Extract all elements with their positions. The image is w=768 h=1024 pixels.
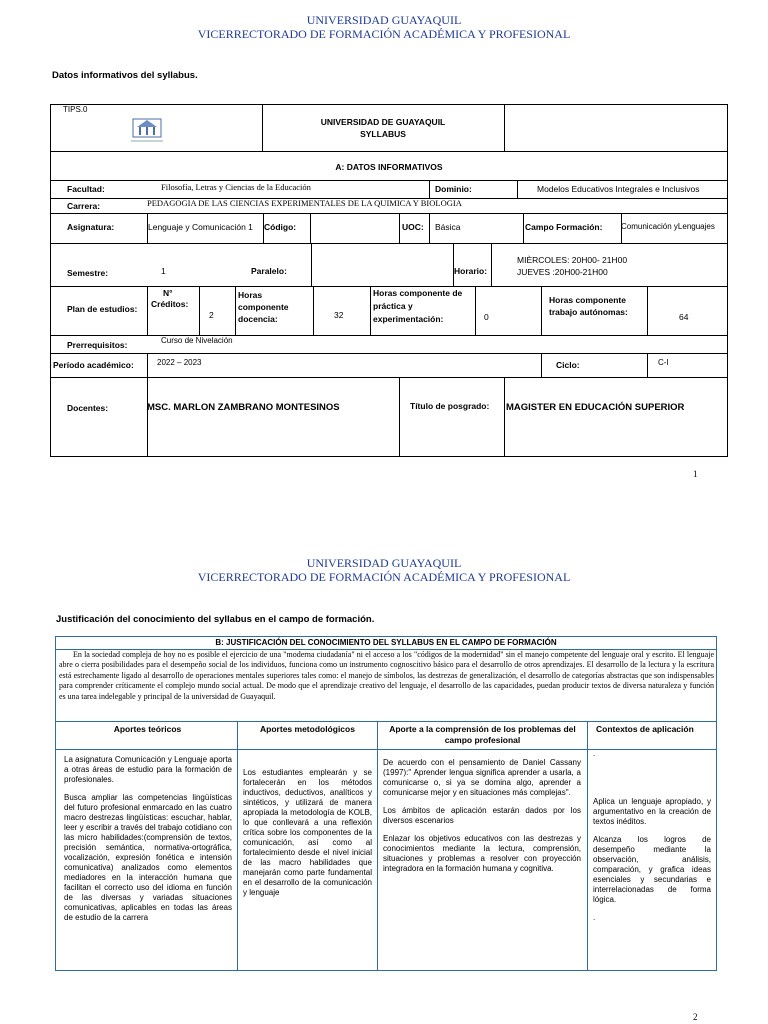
justificacion-text: En la sociedad compleja de hoy no es posible el ejercicio de una "moderna ciudadanía" ni el acceso a los "códigos de la modernidad" sin el manejo competente del lenguaje oral y escrito. El lenguaje abre o cierra posibilidades para el desempeño social de los individuos, funciona como un instrumento cognoscitivo básico para el desarrollo de otros aprendizajes. El desarrollo de la lectura y la escritura está estrechamente ligado al desarrollo de operaciones mentales superiores tales como: el manejo de símbolos, las destrezas de generalización, el desarrollo de categorías abstractas que son indispensables para comprender críticamente el complejo mundo social actual. De modo que el aprendizaje creativo del lenguaje, el desarrollo de las capacidades, puedan producir textos de diversa naturaleza y función es una tarea indelegable y principal de la universidad de Guayaquil. — [59, 650, 714, 701]
paralelo-label: Paralelo: — [251, 266, 287, 276]
ciclo-label: Ciclo: — [556, 360, 580, 370]
uoc-label: UOC: — [402, 222, 424, 232]
horario-line1: MIÈRCOLES: 20H00- 21H00 — [517, 255, 628, 265]
page2-section-title: Justificación del conocimiento del syllabus en el campo de formación. — [56, 614, 375, 625]
docencia-value: 32 — [334, 310, 344, 320]
periodo-label: Período académico: — [53, 360, 134, 370]
col-contextos — [593, 749, 711, 931]
col-header-aportes-metodologicos: Aportes metodológicos — [260, 724, 355, 734]
docentes-label: Docentes: — [67, 403, 109, 413]
asignatura-label: Asignatura: — [67, 222, 115, 232]
page1-header-line1: UNIVERSIDAD GUAYAQUIL — [306, 13, 462, 27]
col-header-contextos: Contextos de aplicación — [596, 724, 694, 734]
col4-paragraph: . — [593, 913, 596, 922]
page-number-2: 2 — [693, 1012, 698, 1022]
col4-paragraph: Aplica un lenguaje apropiado, y argumentativo en la creación de textos inéditos. — [593, 797, 711, 826]
creditos-label-1: N° — [163, 288, 173, 298]
asignatura-value: Lenguaje y Comunicación 1 — [148, 222, 253, 232]
titulo-label: Título de posgrado: — [410, 401, 490, 411]
periodo-value: 2022 – 2023 — [157, 358, 202, 367]
university-logo-icon — [127, 115, 167, 145]
col3-paragraph: De acuerdo con el pensamiento de Daniel Cassany (1997):" Aprender lengua significa aprender a usarla, a comunicarse o, si ya se domina algo, aprender a comunicarse mejor y en situaciones más complejas". — [383, 758, 581, 797]
docencia-label-3: docencia: — [238, 314, 278, 324]
dominio-label: Dominio: — [435, 184, 472, 194]
prerreq-label: Prerrequisitos: — [67, 340, 128, 350]
page1-header-line2: VICERRECTORADO DE FORMACIÓN ACADÉMICA Y PROFESIONAL — [197, 27, 571, 41]
syllabus-title: SYLLABUS — [360, 129, 406, 139]
uni-title: UNIVERSIDAD DE GUAYAQUIL — [320, 117, 446, 127]
horario-label: Horario: — [454, 266, 488, 276]
ciclo-value: C-I — [658, 358, 669, 367]
prerreq-value: Curso de Nivelación — [161, 336, 233, 345]
semestre-label: Semestre: — [67, 268, 109, 278]
autonomo-value: 64 — [679, 312, 689, 322]
semestre-value: 1 — [161, 266, 166, 276]
titulo-value: MAGISTER EN EDUCACIÓN SUPERIOR — [506, 402, 685, 413]
col-aportes-metodologicos — [243, 768, 372, 906]
campo-label: Campo Formación: — [525, 222, 603, 232]
creditos-label-2: Créditos: — [151, 299, 189, 309]
facultad-label: Facultad: — [67, 184, 105, 194]
practica-label-1: Horas componente de — [373, 288, 463, 298]
col-aporte-comprension — [383, 758, 581, 882]
creditos-value: 2 — [209, 310, 214, 320]
dominio-value: Modelos Educativos Integrales e Inclusivos — [537, 184, 700, 194]
plan-label: Plan de estudios: — [67, 304, 138, 314]
tips-code: TIPS.0 — [63, 105, 88, 114]
col3-paragraph: Enlazar los objetivos educativos con las destrezas y conocimientos mediante la lectura, comprensión, situaciones y problemas a resolver con proyección integradora en la formación humana y cognitiva. — [383, 834, 581, 873]
col2-paragraph: Los estudiantes emplearán y se fortalecerán en los métodos inductivos, deductivos, analíticos y sintéticos, y utilizará de manera apropiada la metodología de KOLB, lo que conllevará a una reflexión crítica sobre los componentes de la comunicación, así como al fortalecimiento desde el nivel inicial de las macro habilidades que manejarán como parte fundamental en el desarrollo de la comunicación y lenguaje — [243, 768, 372, 897]
col4-paragraph: . — [593, 749, 596, 758]
justificacion-table — [55, 636, 717, 971]
autonomo-label-2: trabajo autónomas: — [549, 307, 628, 317]
practica-label-2: práctica y — [373, 301, 413, 311]
campo-value: Comunicación yLenguajes — [621, 222, 715, 231]
col-header-aportes-teoricos: Aportes teóricos — [113, 724, 182, 734]
autonomo-label-1: Horas componente — [549, 295, 626, 305]
docencia-label-1: Horas — [238, 290, 263, 300]
practica-value: 0 — [484, 312, 489, 322]
carrera-label: Carrera: — [67, 201, 101, 211]
page2-header-line2: VICERRECTORADO DE FORMACIÓN ACADÉMICA Y PROFESIONAL — [197, 570, 571, 584]
practica-label-3: experimentación: — [373, 314, 444, 324]
col1-paragraph: Busca ampliar las competencias lingüísticas del futuro profesional enmarcado en las cuatro macro destrezas lingüísticas: escuchar, hablar, leer y escribir a través del trabajo cotidiano con las micro habilidades:(comprensión de textos, precisión semántica, normativa-ortográfica, vocalización, expresión fonética e intensión comunicativa) analizados como elementos mediadores en la interacción humana que facilitan el correcto uso del idioma en función de las diversas y variadas situaciones comunicativas, aplicables en todas las áreas de estudio de la carrera — [64, 793, 232, 922]
page-number-1: 1 — [693, 469, 698, 479]
facultad-value: Filosofía, Letras y Ciencias de la Educación — [161, 182, 311, 192]
datos-informativos-table — [50, 104, 728, 457]
page1-section-title: Datos informativos del syllabus. — [52, 70, 198, 81]
page2-header-line1: UNIVERSIDAD GUAYAQUIL — [306, 556, 462, 570]
col1-paragraph: La asignatura Comunicación y Lenguaje aporta a otras áreas de estudio para la formación de profesionales. — [64, 755, 232, 784]
docentes-value: MSC. MARLON ZAMBRANO MONTESINOS — [147, 402, 340, 413]
carrera-value: PEDAGOGIA DE LAS CIENCIAS EXPERIMENTALES DE LA QUIMICA Y BIOLOGIA — [147, 198, 462, 208]
col-aportes-teoricos — [64, 755, 232, 931]
col4-paragraph: Alcanza los logros de desempeño mediante la observación, análisis, comparación, y grafica ideas esenciales y secundarias e interrelacionadas de forma lógica. — [593, 835, 711, 904]
docencia-label-2: componente — [238, 302, 289, 312]
section-a-title: A: DATOS INFORMATIVOS — [335, 162, 443, 172]
justificacion-title: B: JUSTIFICACIÓN DEL CONOCIMIENTO DEL SYLLABUS EN EL CAMPO DE FORMACIÓN — [215, 638, 557, 647]
uoc-value: Básica — [435, 222, 461, 232]
col3-paragraph: Los ámbitos de aplicación estarán dados por los diversos escenarios — [383, 806, 581, 825]
horario-line2: JUEVES :20H00-21H00 — [517, 267, 608, 277]
col-header-aporte-comprension: Aporte a la comprensión de los problemas del campo profesional — [389, 724, 576, 745]
codigo-label: Código: — [264, 222, 297, 232]
